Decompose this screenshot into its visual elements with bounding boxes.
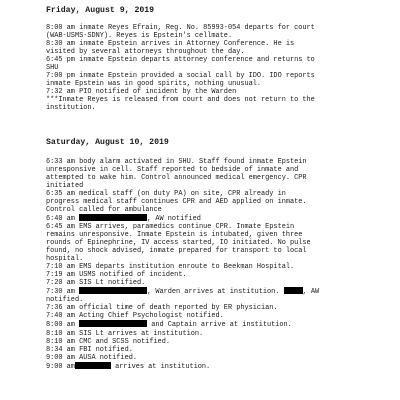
document-page [46, 6, 386, 371]
redaction-bar [79, 320, 147, 327]
entry-time-text: 6:40 am [46, 214, 80, 223]
entry-line: 7:36 am official time of death reported by ER physician. [46, 304, 278, 313]
entry-line: 7:10 am EMS departs institution enroute to Beekman Hospital. [46, 263, 295, 272]
entry-line: 8:10 am CMC and SCSS notified. [46, 337, 171, 346]
entry-line: hospital. [46, 255, 84, 264]
entry-line: initiated [46, 181, 84, 190]
entry-line: 7:19 am USMS notified of incident. [46, 271, 187, 280]
entry-line: (WAB-USMS-SDNY). Reyes is Epstein's cellmate. [46, 32, 233, 41]
entry-line: 8:34 am FBI notified. [46, 345, 133, 354]
day-heading-friday: Friday, August 9, 2019 [46, 6, 155, 15]
entry-line: Control called for ambulance [46, 205, 162, 214]
entry-text: , Warden arrives at institution. [147, 288, 284, 297]
entry-line: institution. [46, 104, 96, 113]
entry-line: 7:20 am SIS Lt notified. [46, 279, 146, 288]
entry-text: arrives at institution. [110, 362, 211, 371]
entry-line: 6:45 am EMS arrives, paramedics continue CPR. Inmate Epstein [46, 222, 295, 231]
entry-line: attempted to wake him. Control announced medical emergency. CPR [46, 173, 307, 182]
entry-line: 6:33 am body alarm activated in SHU. Staff found inmate Epstein [46, 157, 307, 166]
entry-line: rounds of Epinephrine, IV access started, IO initiated. No pulse [46, 238, 311, 247]
entry-line: progress medical staff continues CPR and AED applied on inmate. [46, 197, 307, 206]
redaction-bar [284, 287, 303, 294]
entry-line: notified. [46, 296, 84, 305]
entry-line: SHU [46, 64, 59, 73]
entry-line: remains unresponsive. Inmate Epstein is intubated, given three [46, 230, 303, 239]
entry-line-730 [46, 287, 386, 296]
entry-line-640 [46, 214, 386, 223]
entry-text: , AW [302, 288, 320, 297]
entry-line: unresponsive in cell. Staff reported to bedside of inmate and [46, 165, 299, 174]
entry-time-text: 7:30 am [46, 288, 80, 297]
entry-time-text: 8:00 am [46, 321, 80, 330]
entry-line: inmate Epstein was in good spirits, nothing unusual. [46, 80, 262, 89]
entry-line: 7:00 pm inmate Epstein provided a social call by IDO. IDO reports [46, 72, 315, 81]
redaction-bar [79, 214, 147, 221]
entry-line: 7:32 am PIO notified of incident by the Warden [46, 88, 237, 97]
saturday-entries [46, 158, 386, 371]
day-heading-saturday: Saturday, August 10, 2019 [46, 137, 169, 147]
entry-line: visited by several attorneys throughout the day. [46, 48, 245, 57]
entry-line: found, no shock advised, inmate prepared for transport to local [46, 247, 307, 256]
entry-text: , AW notified [147, 214, 201, 223]
entry-text: and Captain arrive at institution. [147, 321, 292, 330]
entry-line: ***Inmate Reyes is released from court and does not return to the [46, 96, 315, 105]
redaction-bar [75, 362, 111, 369]
entry-line: 6:35 am medical staff (on duty PA) on site, CPR already in [46, 189, 286, 198]
entry-line-900 [46, 362, 386, 371]
entry-time-text: 9:00 am [46, 362, 75, 371]
entry-line: 8:00 am inmate Reyes Efrain, Reg. No. 85993-054 departs for court [46, 24, 315, 32]
entry-line: 8:30 am inmate Epstein arrives in Attorney Conference. He is [46, 40, 295, 49]
friday-entries [46, 24, 386, 113]
entry-line: 8:10 am SIS Lt arrives at institution. [46, 329, 204, 338]
entry-line-800 [46, 320, 386, 329]
entry-line: 7:40 am Acting Chief Psychologist notified. [46, 312, 224, 321]
entry-line: 6:45 pm inmate Epstein departs attorney conference and returns to [46, 56, 315, 65]
entry-line: 9:00 am AUSA notified. [46, 353, 137, 362]
redaction-bar [79, 287, 147, 294]
